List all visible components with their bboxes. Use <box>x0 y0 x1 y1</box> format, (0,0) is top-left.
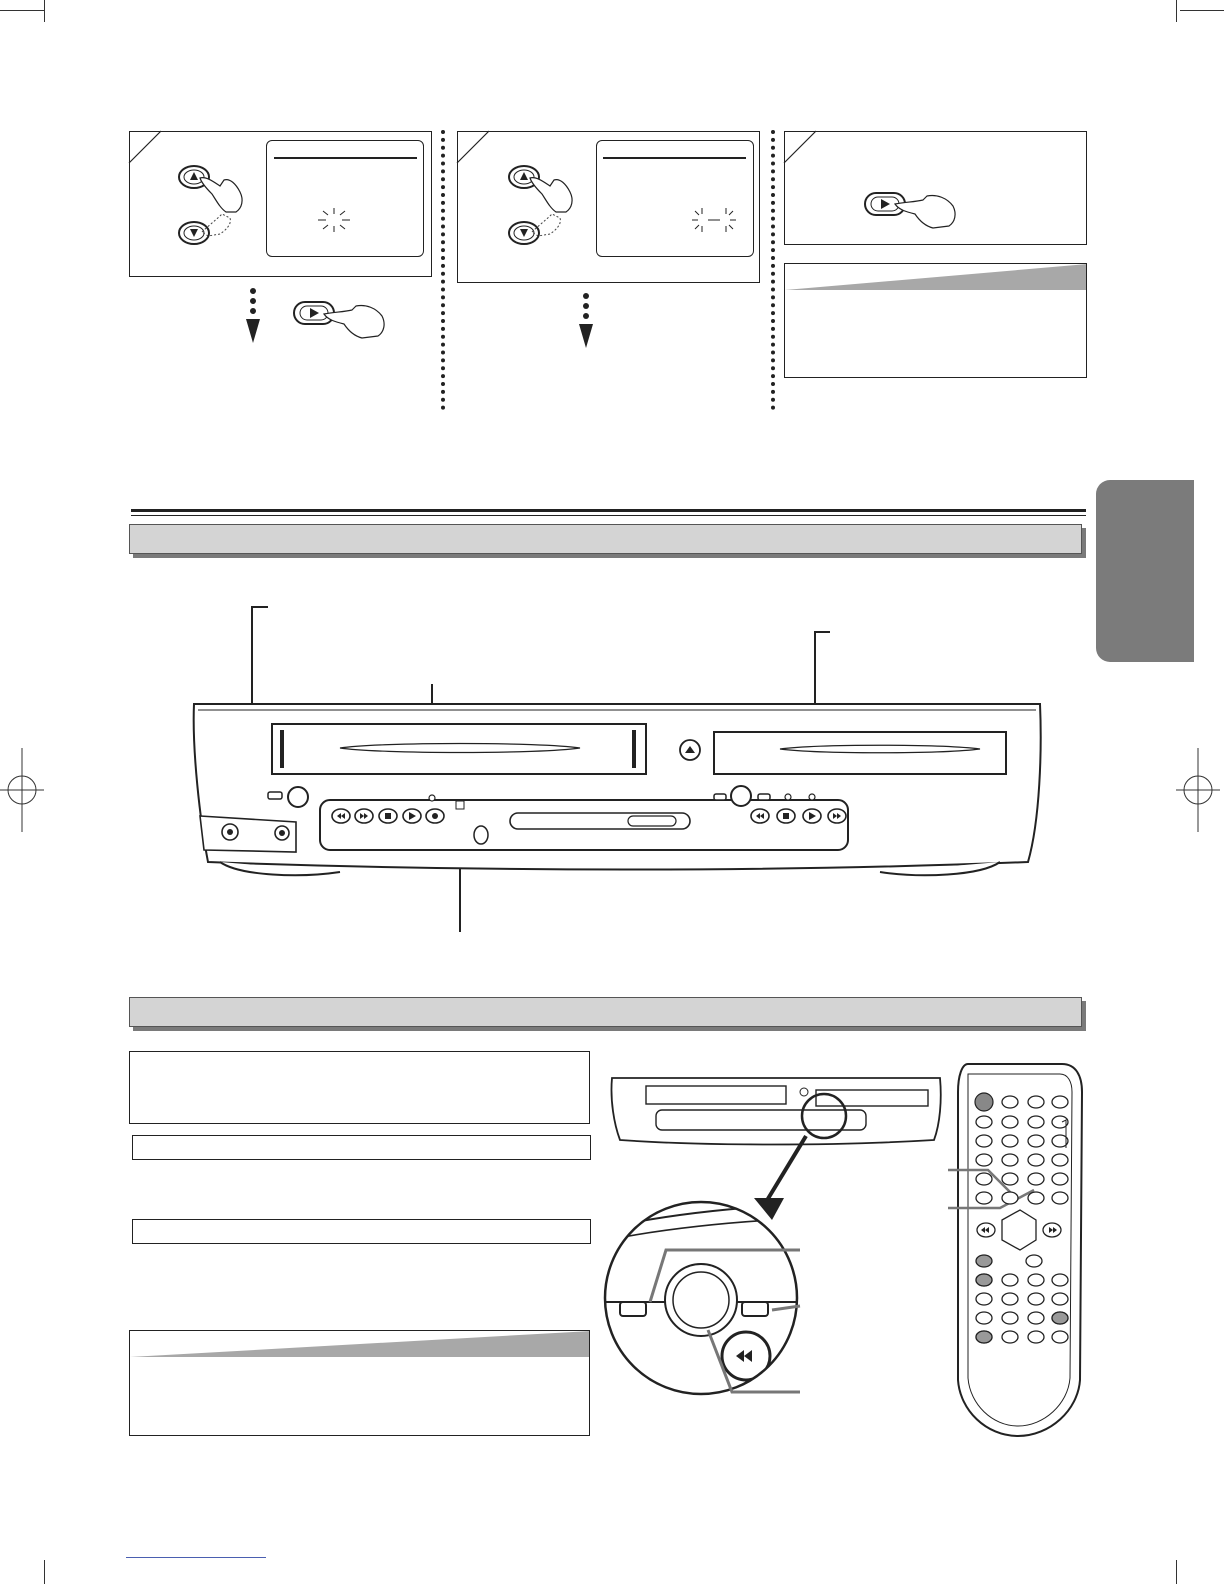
vcr-front-panel-illustration <box>180 600 1060 940</box>
step-panel-1-corner <box>129 131 169 171</box>
down-arrow-icon <box>577 292 595 350</box>
crop-mark-top-right-h <box>1180 10 1224 11</box>
section-rule-thin <box>131 515 1086 516</box>
pointing-hand-icon <box>893 190 959 234</box>
registration-mark-right <box>1176 748 1220 832</box>
crop-mark-bottom-line <box>126 1557 266 1558</box>
pointing-hand-icon <box>196 168 251 243</box>
instruction-box <box>129 1051 590 1124</box>
crop-mark-top-left-h <box>0 10 44 11</box>
section-rule-thick <box>131 509 1086 512</box>
section-heading-bar-2 <box>129 997 1082 1027</box>
pointing-hand-icon <box>526 168 581 243</box>
crop-mark-bottom-left-v <box>44 1560 45 1584</box>
crop-mark-bottom-right-v <box>1176 1560 1177 1584</box>
column-separator-2 <box>771 130 775 410</box>
hint-box-bottom-banner <box>130 1331 590 1357</box>
remote-control-illustration <box>940 1060 1088 1440</box>
hint-box-top <box>784 263 1087 378</box>
section-heading-bar-1 <box>129 524 1082 554</box>
flashing-indicator-icon <box>316 206 352 234</box>
flashing-indicator-icon <box>690 206 738 234</box>
crop-mark-top-left-v <box>44 0 45 22</box>
step-panel-2-corner <box>457 131 497 171</box>
screen-2-divider <box>603 157 746 159</box>
side-tab <box>1096 480 1194 662</box>
step-panel-3-corner <box>784 131 824 171</box>
pointing-hand-icon <box>322 300 388 344</box>
vcr-zoom-illustration <box>596 1070 956 1400</box>
sub-heading-box-2 <box>132 1219 591 1244</box>
crop-mark-top-right-v <box>1176 0 1177 22</box>
column-separator-1 <box>441 130 445 410</box>
registration-mark-left <box>0 748 44 832</box>
screen-1-divider <box>274 157 417 159</box>
hint-box-top-banner <box>785 264 1087 290</box>
sub-heading-box-1 <box>132 1135 591 1160</box>
hint-box-bottom <box>129 1330 590 1436</box>
down-arrow-icon <box>244 287 262 345</box>
